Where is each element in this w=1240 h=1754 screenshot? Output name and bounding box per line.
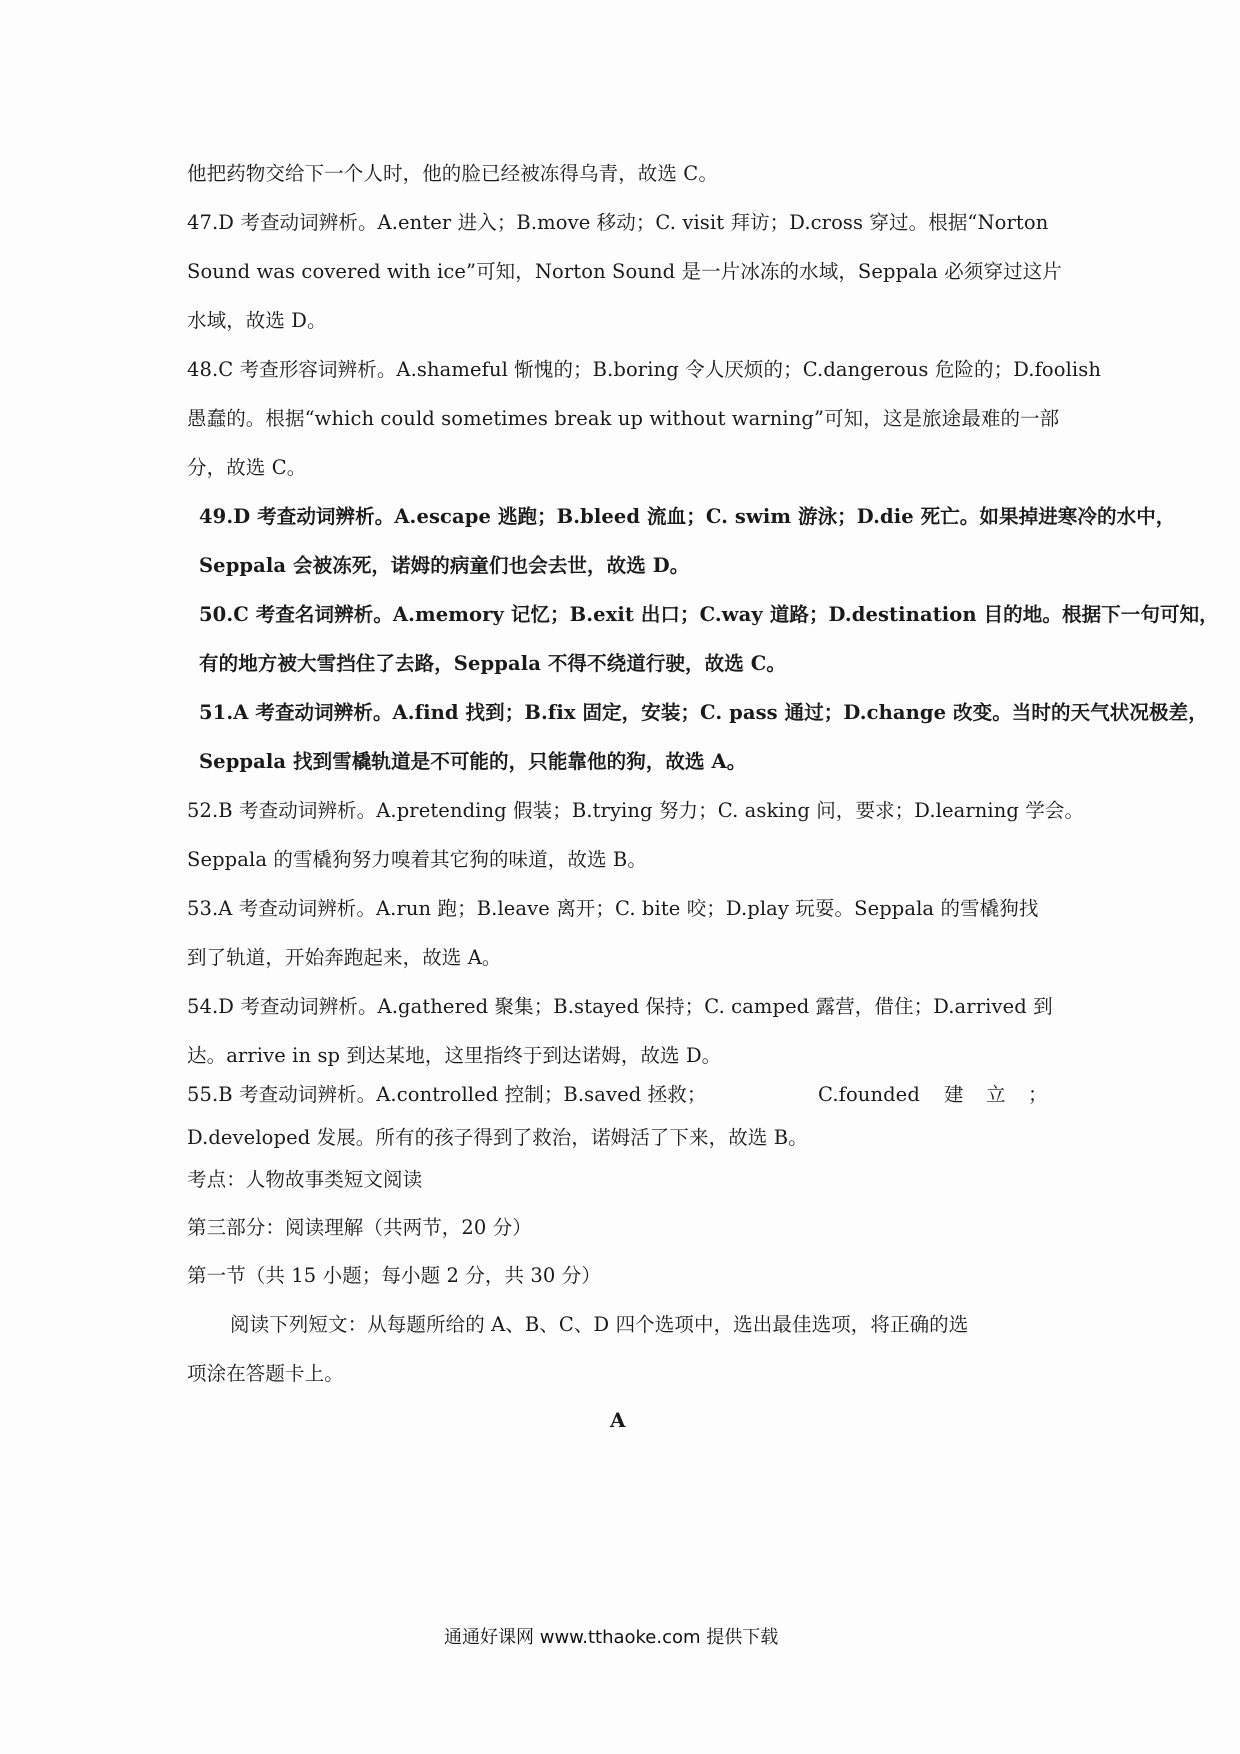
answer-55-semicolon: ； <box>1028 1083 1048 1106</box>
answer-50-line-2: 有的地方被大雪挡住了去路，Seppala 不得不绕道行驶，故选 C。 <box>199 652 786 675</box>
answer-48-line-3: 分，故选 C。 <box>187 456 307 479</box>
answer-55-char-jian: 建 <box>944 1083 964 1106</box>
answer-55-option-c: C.founded <box>818 1083 920 1106</box>
answer-49-line-1: 49.D 考查动词辨析。A.escape 逃跑；B.bleed 流血；C. swim 游泳；D.die 死亡。如果掉进寒冷的水中， <box>199 505 1176 528</box>
answer-55-line-2: D.developed 发展。所有的孩子得到了救治，诺姆活了下来，故选 B。 <box>187 1126 808 1149</box>
answer-47-line-1: 47.D 考查动词辨析。A.enter 进入；B.move 移动；C. visit 拜访；D.cross 穿过。根据“Norton <box>187 211 1049 234</box>
answer-54-line-1: 54.D 考查动词辨析。A.gathered 聚集；B.stayed 保持；C. camped 露营，借住；D.arrived 到 <box>187 995 1053 1018</box>
answer-53-line-1: 53.A 考查动词辨析。A.run 跑；B.leave 离开；C. bite 咬；D.play 玩耍。Seppala 的雪橇狗找 <box>187 897 1039 920</box>
answer-48-line-2: 愚蠢的。根据“which could sometimes break up without warning”可知，这是旅途最难的一部 <box>187 407 1060 430</box>
instructions-line-2: 项涂在答题卡上。 <box>187 1362 344 1385</box>
answer-51-line-2: Seppala 找到雪橇轨道是不可能的，只能靠他的狗，故选 A。 <box>199 750 747 773</box>
footer-source: 通通好课网 www.tthaoke.com 提供下载 <box>444 1627 779 1648</box>
part-three-heading: 第三部分：阅读理解（共两节，20 分） <box>187 1216 532 1239</box>
answer-49-line-2: Seppala 会被冻死，诺姆的病童们也会去世，故选 D。 <box>199 554 690 577</box>
instructions-line-1: 阅读下列短文：从每题所给的 A、B、C、D 四个选项中，选出最佳选项，将正确的选 <box>230 1313 969 1336</box>
passage-a-title: A <box>610 1408 626 1432</box>
knowledge-point: 考点：人物故事类短文阅读 <box>187 1168 423 1191</box>
text-line-1: 他把药物交给下一个人时，他的脸已经被冻得乌青，故选 C。 <box>187 162 718 185</box>
answer-48-line-1: 48.C 考查形容词辨析。A.shameful 惭愧的；B.boring 令人厌烦的；C.dangerous 危险的；D.foolish <box>187 358 1102 381</box>
answer-53-line-2: 到了轨道，开始奔跑起来，故选 A。 <box>187 946 502 969</box>
answer-55-char-li: 立 <box>986 1083 1006 1106</box>
answer-51-line-1: 51.A 考查动词辨析。A.find 找到；B.fix 固定，安装；C. pass 通过；D.change 改变。当时的天气状况极差， <box>199 701 1208 724</box>
section-one-heading: 第一节（共 15 小题；每小题 2 分，共 30 分） <box>187 1264 601 1287</box>
answer-50-line-1: 50.C 考查名词辨析。A.memory 记忆；B.exit 出口；C.way 道路；D.destination 目的地。根据下一句可知， <box>199 603 1219 626</box>
answer-52-line-1: 52.B 考查动词辨析。A.pretending 假装；B.trying 努力；C. asking 问，要求；D.learning 学会。 <box>187 799 1085 822</box>
answer-54-line-2: 达。arrive in sp 到达某地，这里指终于到达诺姆，故选 D。 <box>187 1044 722 1067</box>
answer-47-line-3: 水域，故选 D。 <box>187 309 327 332</box>
answer-55-line-1: 55.B 考查动词辨析。A.controlled 控制；B.saved 拯救； <box>187 1083 707 1106</box>
answer-52-line-2: Seppala 的雪橇狗努力嗅着其它狗的味道，故选 B。 <box>187 848 647 871</box>
answer-47-line-2: Sound was covered with ice”可知，Norton Sound 是一片冰冻的水域，Seppala 必须穿过这片 <box>187 260 1062 283</box>
